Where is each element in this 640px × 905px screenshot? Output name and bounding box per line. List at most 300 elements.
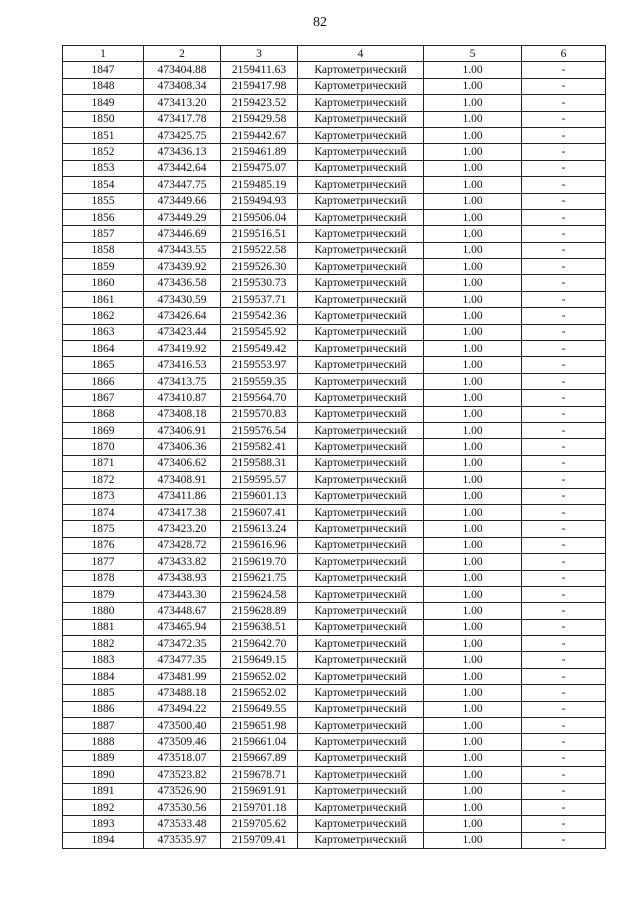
method-cell: Картометрический (298, 734, 424, 750)
description-cell: - (522, 570, 606, 586)
description-cell: - (522, 504, 606, 520)
method-cell: Картометрический (298, 193, 424, 209)
x-coordinate-cell: 473433.82 (144, 554, 221, 570)
x-coordinate-cell: 473509.46 (144, 734, 221, 750)
point-number-cell: 1887 (63, 718, 144, 734)
x-coordinate-cell: 473442.64 (144, 160, 221, 176)
description-cell: - (522, 324, 606, 340)
point-number-cell: 1893 (63, 816, 144, 832)
x-coordinate-cell: 473448.67 (144, 603, 221, 619)
y-coordinate-cell: 2159411.63 (221, 62, 298, 78)
table-row (63, 718, 606, 734)
accuracy-cell: 1.00 (424, 537, 522, 553)
point-number-cell: 1872 (63, 472, 144, 488)
method-cell: Картометрический (298, 783, 424, 799)
accuracy-cell: 1.00 (424, 816, 522, 832)
accuracy-cell: 1.00 (424, 127, 522, 143)
accuracy-cell: 1.00 (424, 193, 522, 209)
description-cell: - (522, 160, 606, 176)
point-number-cell: 1879 (63, 586, 144, 602)
x-coordinate-cell: 473428.72 (144, 537, 221, 553)
x-coordinate-cell: 473443.55 (144, 242, 221, 258)
method-cell: Картометрический (298, 144, 424, 160)
x-coordinate-cell: 473518.07 (144, 750, 221, 766)
description-cell: - (522, 308, 606, 324)
x-coordinate-cell: 473436.58 (144, 275, 221, 291)
column-header-description: 6 (522, 46, 606, 62)
x-coordinate-cell: 473423.20 (144, 521, 221, 537)
table-row (63, 308, 606, 324)
y-coordinate-cell: 2159624.58 (221, 586, 298, 602)
y-coordinate-cell: 2159475.07 (221, 160, 298, 176)
y-coordinate-cell: 2159526.30 (221, 259, 298, 275)
point-number-cell: 1865 (63, 357, 144, 373)
y-coordinate-cell: 2159601.13 (221, 488, 298, 504)
point-number-cell: 1882 (63, 636, 144, 652)
description-cell: - (522, 619, 606, 635)
description-cell: - (522, 488, 606, 504)
description-cell: - (522, 537, 606, 553)
column-header-accuracy: 5 (424, 46, 522, 62)
point-number-cell: 1884 (63, 668, 144, 684)
table-row (63, 816, 606, 832)
x-coordinate-cell: 473408.91 (144, 472, 221, 488)
method-cell: Картометрический (298, 652, 424, 668)
y-coordinate-cell: 2159619.70 (221, 554, 298, 570)
method-cell: Картометрический (298, 504, 424, 520)
accuracy-cell: 1.00 (424, 767, 522, 783)
accuracy-cell: 1.00 (424, 783, 522, 799)
accuracy-cell: 1.00 (424, 373, 522, 389)
accuracy-cell: 1.00 (424, 488, 522, 504)
method-cell: Картометрический (298, 259, 424, 275)
accuracy-cell: 1.00 (424, 259, 522, 275)
table-row (63, 488, 606, 504)
method-cell: Картометрический (298, 373, 424, 389)
y-coordinate-cell: 2159588.31 (221, 455, 298, 471)
point-number-cell: 1859 (63, 259, 144, 275)
page-number: 82 (313, 15, 327, 30)
method-cell: Картометрический (298, 160, 424, 176)
x-coordinate-cell: 473530.56 (144, 799, 221, 815)
accuracy-cell: 1.00 (424, 341, 522, 357)
method-cell: Картометрический (298, 357, 424, 373)
y-coordinate-cell: 2159642.70 (221, 636, 298, 652)
method-cell: Картометрический (298, 209, 424, 225)
table-row (63, 521, 606, 537)
accuracy-cell: 1.00 (424, 652, 522, 668)
point-number-cell: 1863 (63, 324, 144, 340)
accuracy-cell: 1.00 (424, 324, 522, 340)
table-row (63, 373, 606, 389)
accuracy-cell: 1.00 (424, 242, 522, 258)
table-row (63, 160, 606, 176)
x-coordinate-cell: 473426.64 (144, 308, 221, 324)
x-coordinate-cell: 473477.35 (144, 652, 221, 668)
method-cell: Картометрический (298, 291, 424, 307)
method-cell: Картометрический (298, 324, 424, 340)
y-coordinate-cell: 2159530.73 (221, 275, 298, 291)
y-coordinate-cell: 2159621.75 (221, 570, 298, 586)
x-coordinate-cell: 473526.90 (144, 783, 221, 799)
y-coordinate-cell: 2159613.24 (221, 521, 298, 537)
method-cell: Картометрический (298, 799, 424, 815)
x-coordinate-cell: 473472.35 (144, 636, 221, 652)
point-number-cell: 1889 (63, 750, 144, 766)
method-cell: Картометрический (298, 111, 424, 127)
y-coordinate-cell: 2159649.55 (221, 701, 298, 717)
accuracy-cell: 1.00 (424, 209, 522, 225)
point-number-cell: 1885 (63, 685, 144, 701)
y-coordinate-cell: 2159595.57 (221, 472, 298, 488)
method-cell: Картометрический (298, 275, 424, 291)
table-row (63, 209, 606, 225)
point-number-cell: 1890 (63, 767, 144, 783)
x-coordinate-cell: 473481.99 (144, 668, 221, 684)
x-coordinate-cell: 473449.66 (144, 193, 221, 209)
method-cell: Картометрический (298, 750, 424, 766)
description-cell: - (522, 603, 606, 619)
table-row (63, 226, 606, 242)
point-number-cell: 1869 (63, 422, 144, 438)
point-number-cell: 1883 (63, 652, 144, 668)
accuracy-cell: 1.00 (424, 685, 522, 701)
method-cell: Картометрический (298, 488, 424, 504)
x-coordinate-cell: 473413.75 (144, 373, 221, 389)
accuracy-cell: 1.00 (424, 570, 522, 586)
accuracy-cell: 1.00 (424, 521, 522, 537)
description-cell: - (522, 95, 606, 111)
point-number-cell: 1888 (63, 734, 144, 750)
accuracy-cell: 1.00 (424, 78, 522, 94)
point-number-cell: 1850 (63, 111, 144, 127)
accuracy-cell: 1.00 (424, 472, 522, 488)
accuracy-cell: 1.00 (424, 750, 522, 766)
description-cell: - (522, 652, 606, 668)
description-cell: - (522, 144, 606, 160)
point-number-cell: 1861 (63, 291, 144, 307)
y-coordinate-cell: 2159652.02 (221, 685, 298, 701)
y-coordinate-cell: 2159678.71 (221, 767, 298, 783)
x-coordinate-cell: 473411.86 (144, 488, 221, 504)
y-coordinate-cell: 2159652.02 (221, 668, 298, 684)
x-coordinate-cell: 473408.34 (144, 78, 221, 94)
point-number-cell: 1867 (63, 390, 144, 406)
y-coordinate-cell: 2159542.36 (221, 308, 298, 324)
description-cell: - (522, 718, 606, 734)
table-row (63, 767, 606, 783)
point-number-cell: 1875 (63, 521, 144, 537)
description-cell: - (522, 259, 606, 275)
table-row (63, 95, 606, 111)
table-body (63, 62, 606, 849)
table-row (63, 603, 606, 619)
x-coordinate-cell: 473494.22 (144, 701, 221, 717)
table-row (63, 406, 606, 422)
description-cell: - (522, 685, 606, 701)
point-number-cell: 1856 (63, 209, 144, 225)
description-cell: - (522, 341, 606, 357)
x-coordinate-cell: 473413.20 (144, 95, 221, 111)
y-coordinate-cell: 2159417.98 (221, 78, 298, 94)
table-row (63, 750, 606, 766)
y-coordinate-cell: 2159442.67 (221, 127, 298, 143)
accuracy-cell: 1.00 (424, 439, 522, 455)
point-number-cell: 1862 (63, 308, 144, 324)
method-cell: Картометрический (298, 832, 424, 848)
table-row (63, 537, 606, 553)
table-row (63, 504, 606, 520)
y-coordinate-cell: 2159516.51 (221, 226, 298, 242)
point-number-cell: 1855 (63, 193, 144, 209)
x-coordinate-cell: 473436.13 (144, 144, 221, 160)
column-header-y: 3 (221, 46, 298, 62)
point-number-cell: 1852 (63, 144, 144, 160)
description-cell: - (522, 668, 606, 684)
table-row (63, 177, 606, 193)
x-coordinate-cell: 473408.18 (144, 406, 221, 422)
x-coordinate-cell: 473535.97 (144, 832, 221, 848)
point-number-cell: 1858 (63, 242, 144, 258)
x-coordinate-cell: 473438.93 (144, 570, 221, 586)
x-coordinate-cell: 473488.18 (144, 685, 221, 701)
point-number-cell: 1894 (63, 832, 144, 848)
table-row (63, 62, 606, 78)
table-row (63, 422, 606, 438)
y-coordinate-cell: 2159429.58 (221, 111, 298, 127)
description-cell: - (522, 455, 606, 471)
accuracy-cell: 1.00 (424, 586, 522, 602)
x-coordinate-cell: 473419.92 (144, 341, 221, 357)
description-cell: - (522, 832, 606, 848)
table-row (63, 799, 606, 815)
y-coordinate-cell: 2159638.51 (221, 619, 298, 635)
y-coordinate-cell: 2159651.98 (221, 718, 298, 734)
table-row (63, 127, 606, 143)
point-number-cell: 1874 (63, 504, 144, 520)
table-row (63, 259, 606, 275)
description-cell: - (522, 439, 606, 455)
y-coordinate-cell: 2159423.52 (221, 95, 298, 111)
description-cell: - (522, 799, 606, 815)
table-row (63, 78, 606, 94)
table-row (63, 242, 606, 258)
x-coordinate-cell: 473446.69 (144, 226, 221, 242)
table-row (63, 701, 606, 717)
description-cell: - (522, 127, 606, 143)
method-cell: Картометрический (298, 308, 424, 324)
y-coordinate-cell: 2159628.89 (221, 603, 298, 619)
table-row (63, 832, 606, 848)
table-row (63, 652, 606, 668)
table-row (63, 685, 606, 701)
description-cell: - (522, 291, 606, 307)
accuracy-cell: 1.00 (424, 701, 522, 717)
accuracy-cell: 1.00 (424, 636, 522, 652)
y-coordinate-cell: 2159494.93 (221, 193, 298, 209)
x-coordinate-cell: 473449.29 (144, 209, 221, 225)
accuracy-cell: 1.00 (424, 504, 522, 520)
y-coordinate-cell: 2159582.41 (221, 439, 298, 455)
method-cell: Картометрический (298, 570, 424, 586)
x-coordinate-cell: 473430.59 (144, 291, 221, 307)
table-row (63, 455, 606, 471)
point-number-cell: 1866 (63, 373, 144, 389)
description-cell: - (522, 701, 606, 717)
table-row (63, 341, 606, 357)
x-coordinate-cell: 473443.30 (144, 586, 221, 602)
method-cell: Картометрический (298, 127, 424, 143)
table-row (63, 734, 606, 750)
x-coordinate-cell: 473406.36 (144, 439, 221, 455)
table-header-row (63, 46, 606, 62)
accuracy-cell: 1.00 (424, 668, 522, 684)
accuracy-cell: 1.00 (424, 619, 522, 635)
method-cell: Картометрический (298, 521, 424, 537)
description-cell: - (522, 390, 606, 406)
accuracy-cell: 1.00 (424, 144, 522, 160)
y-coordinate-cell: 2159461.89 (221, 144, 298, 160)
accuracy-cell: 1.00 (424, 177, 522, 193)
x-coordinate-cell: 473404.88 (144, 62, 221, 78)
method-cell: Картометрический (298, 603, 424, 619)
accuracy-cell: 1.00 (424, 390, 522, 406)
point-number-cell: 1847 (63, 62, 144, 78)
column-header-x: 2 (144, 46, 221, 62)
y-coordinate-cell: 2159549.42 (221, 341, 298, 357)
method-cell: Картометрический (298, 226, 424, 242)
method-cell: Картометрический (298, 242, 424, 258)
method-cell: Картометрический (298, 537, 424, 553)
x-coordinate-cell: 473416.53 (144, 357, 221, 373)
y-coordinate-cell: 2159522.58 (221, 242, 298, 258)
method-cell: Картометрический (298, 95, 424, 111)
point-number-cell: 1853 (63, 160, 144, 176)
y-coordinate-cell: 2159705.62 (221, 816, 298, 832)
x-coordinate-cell: 473410.87 (144, 390, 221, 406)
description-cell: - (522, 242, 606, 258)
accuracy-cell: 1.00 (424, 422, 522, 438)
description-cell: - (522, 734, 606, 750)
table-row (63, 275, 606, 291)
description-cell: - (522, 78, 606, 94)
method-cell: Картометрический (298, 668, 424, 684)
y-coordinate-cell: 2159570.83 (221, 406, 298, 422)
x-coordinate-cell: 473406.91 (144, 422, 221, 438)
point-number-cell: 1891 (63, 783, 144, 799)
method-cell: Картометрический (298, 390, 424, 406)
description-cell: - (522, 275, 606, 291)
method-cell: Картометрический (298, 718, 424, 734)
description-cell: - (522, 209, 606, 225)
y-coordinate-cell: 2159649.15 (221, 652, 298, 668)
description-cell: - (522, 472, 606, 488)
x-coordinate-cell: 473447.75 (144, 177, 221, 193)
x-coordinate-cell: 473423.44 (144, 324, 221, 340)
description-cell: - (522, 62, 606, 78)
accuracy-cell: 1.00 (424, 226, 522, 242)
y-coordinate-cell: 2159564.70 (221, 390, 298, 406)
method-cell: Картометрический (298, 701, 424, 717)
x-coordinate-cell: 473439.92 (144, 259, 221, 275)
point-number-cell: 1892 (63, 799, 144, 815)
point-number-cell: 1848 (63, 78, 144, 94)
accuracy-cell: 1.00 (424, 357, 522, 373)
y-coordinate-cell: 2159701.18 (221, 799, 298, 815)
accuracy-cell: 1.00 (424, 455, 522, 471)
method-cell: Картометрический (298, 422, 424, 438)
table-row (63, 439, 606, 455)
method-cell: Картометрический (298, 439, 424, 455)
table-row (63, 570, 606, 586)
table-row (63, 472, 606, 488)
table-row (63, 111, 606, 127)
y-coordinate-cell: 2159537.71 (221, 291, 298, 307)
point-number-cell: 1860 (63, 275, 144, 291)
table-row (63, 586, 606, 602)
point-number-cell: 1873 (63, 488, 144, 504)
y-coordinate-cell: 2159691.91 (221, 783, 298, 799)
point-number-cell: 1868 (63, 406, 144, 422)
y-coordinate-cell: 2159485.19 (221, 177, 298, 193)
table-row (63, 668, 606, 684)
x-coordinate-cell: 473533.48 (144, 816, 221, 832)
point-number-cell: 1851 (63, 127, 144, 143)
y-coordinate-cell: 2159709.41 (221, 832, 298, 848)
coordinates-table (62, 45, 606, 849)
method-cell: Картометрический (298, 816, 424, 832)
description-cell: - (522, 767, 606, 783)
method-cell: Картометрический (298, 341, 424, 357)
accuracy-cell: 1.00 (424, 832, 522, 848)
accuracy-cell: 1.00 (424, 160, 522, 176)
y-coordinate-cell: 2159607.41 (221, 504, 298, 520)
column-header-point-number: 1 (63, 46, 144, 62)
y-coordinate-cell: 2159616.96 (221, 537, 298, 553)
table-row (63, 390, 606, 406)
description-cell: - (522, 521, 606, 537)
description-cell: - (522, 750, 606, 766)
description-cell: - (522, 111, 606, 127)
method-cell: Картометрический (298, 636, 424, 652)
description-cell: - (522, 554, 606, 570)
point-number-cell: 1870 (63, 439, 144, 455)
description-cell: - (522, 406, 606, 422)
method-cell: Картометрический (298, 767, 424, 783)
table-row (63, 291, 606, 307)
description-cell: - (522, 357, 606, 373)
point-number-cell: 1878 (63, 570, 144, 586)
y-coordinate-cell: 2159506.04 (221, 209, 298, 225)
accuracy-cell: 1.00 (424, 308, 522, 324)
point-number-cell: 1864 (63, 341, 144, 357)
accuracy-cell: 1.00 (424, 799, 522, 815)
x-coordinate-cell: 473465.94 (144, 619, 221, 635)
method-cell: Картометрический (298, 455, 424, 471)
table-row (63, 357, 606, 373)
point-number-cell: 1857 (63, 226, 144, 242)
description-cell: - (522, 373, 606, 389)
point-number-cell: 1854 (63, 177, 144, 193)
method-cell: Картометрический (298, 685, 424, 701)
table-row (63, 636, 606, 652)
y-coordinate-cell: 2159661.04 (221, 734, 298, 750)
accuracy-cell: 1.00 (424, 111, 522, 127)
description-cell: - (522, 422, 606, 438)
description-cell: - (522, 193, 606, 209)
method-cell: Картометрический (298, 554, 424, 570)
table-row (63, 619, 606, 635)
